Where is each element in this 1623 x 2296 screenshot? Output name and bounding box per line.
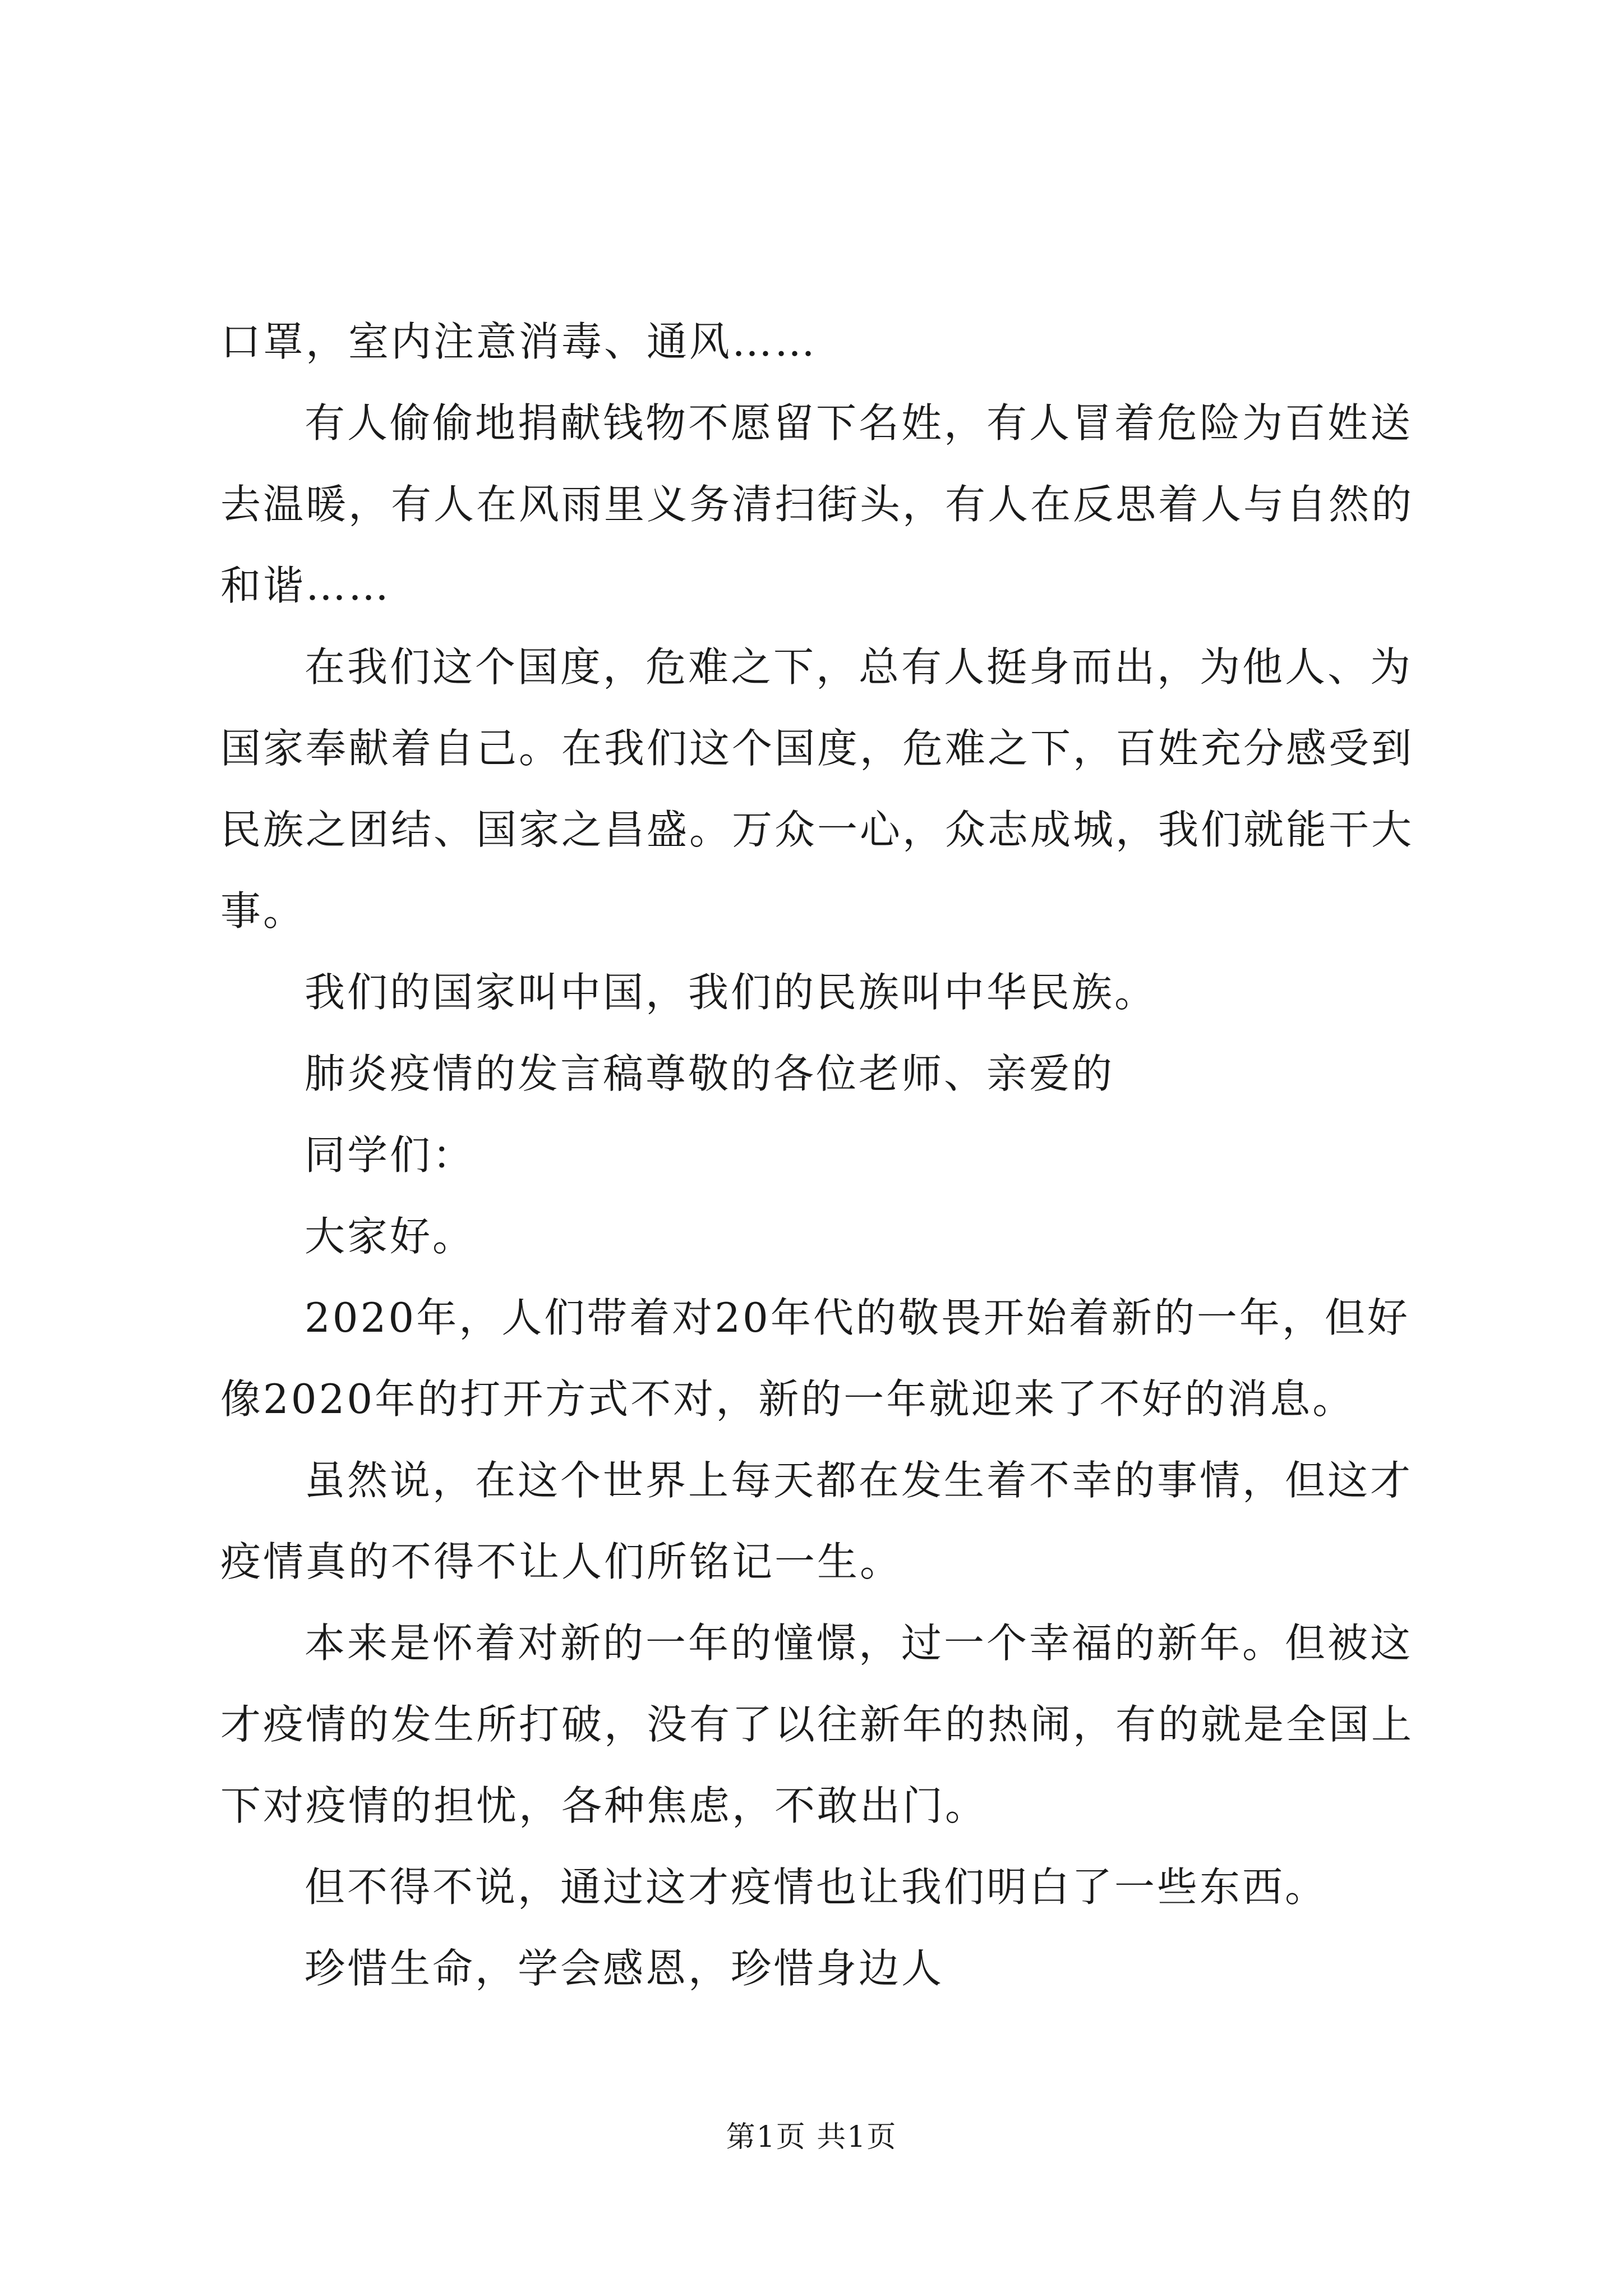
paragraph-3: 在我们这个国度，危难之下，总有人挺身而出，为他人、为国家奉献着自己。在我们这个国度，危难之下，百姓充分感受到民族之团结、国家之昌盛。万众一心，众志成城，我们就能干大事。 xyxy=(220,643,1414,935)
paragraph-6: 同学们： xyxy=(305,1131,476,1179)
paragraph-11: 但不得不说，通过这才疫情也让我们明白了一些东西。 xyxy=(305,1864,1328,1911)
paragraph-12: 珍惜生命，学会感恩，珍惜身边人 xyxy=(305,1945,944,1992)
paragraph-8: 2020年，人们带着对20年代的敬畏开始着新的一年，但好像2020年的打开方式不对，新的一年就迎来了不好的消息。 xyxy=(220,1294,1410,1423)
paragraph-1: 口罩，室内注意消毒、通风…… xyxy=(220,318,818,365)
document-body xyxy=(220,301,1426,2009)
paragraph-4: 我们的国家叫中国，我们的民族叫中华民族。 xyxy=(305,969,1158,1016)
page-footer xyxy=(0,2118,1623,2157)
page-number-label: 第1页 共1页 xyxy=(726,2120,897,2154)
paragraph-2: 有人偷偷地捐献钱物不愿留下名姓，有人冒着危险为百姓送去温暖，有人在风雨里义务清扫街头，有人在反思着人与自然的和谐…… xyxy=(220,399,1414,609)
paragraph-10: 本来是怀着对新的一年的憧憬，过一个幸福的新年。但被这才疫情的发生所打破，没有了以往新年的热闹，有的就是全国上下对疫情的担忧，各种焦虑，不敢出门。 xyxy=(220,1619,1414,1829)
paragraph-5: 肺炎疫情的发言稿尊敬的各位老师、亲爱的 xyxy=(305,1050,1115,1097)
paragraph-7: 大家好。 xyxy=(305,1213,476,1260)
paragraph-9: 虽然说，在这个世界上每天都在发生着不幸的事情，但这才疫情真的不得不让人们所铭记一生。 xyxy=(220,1457,1413,1585)
